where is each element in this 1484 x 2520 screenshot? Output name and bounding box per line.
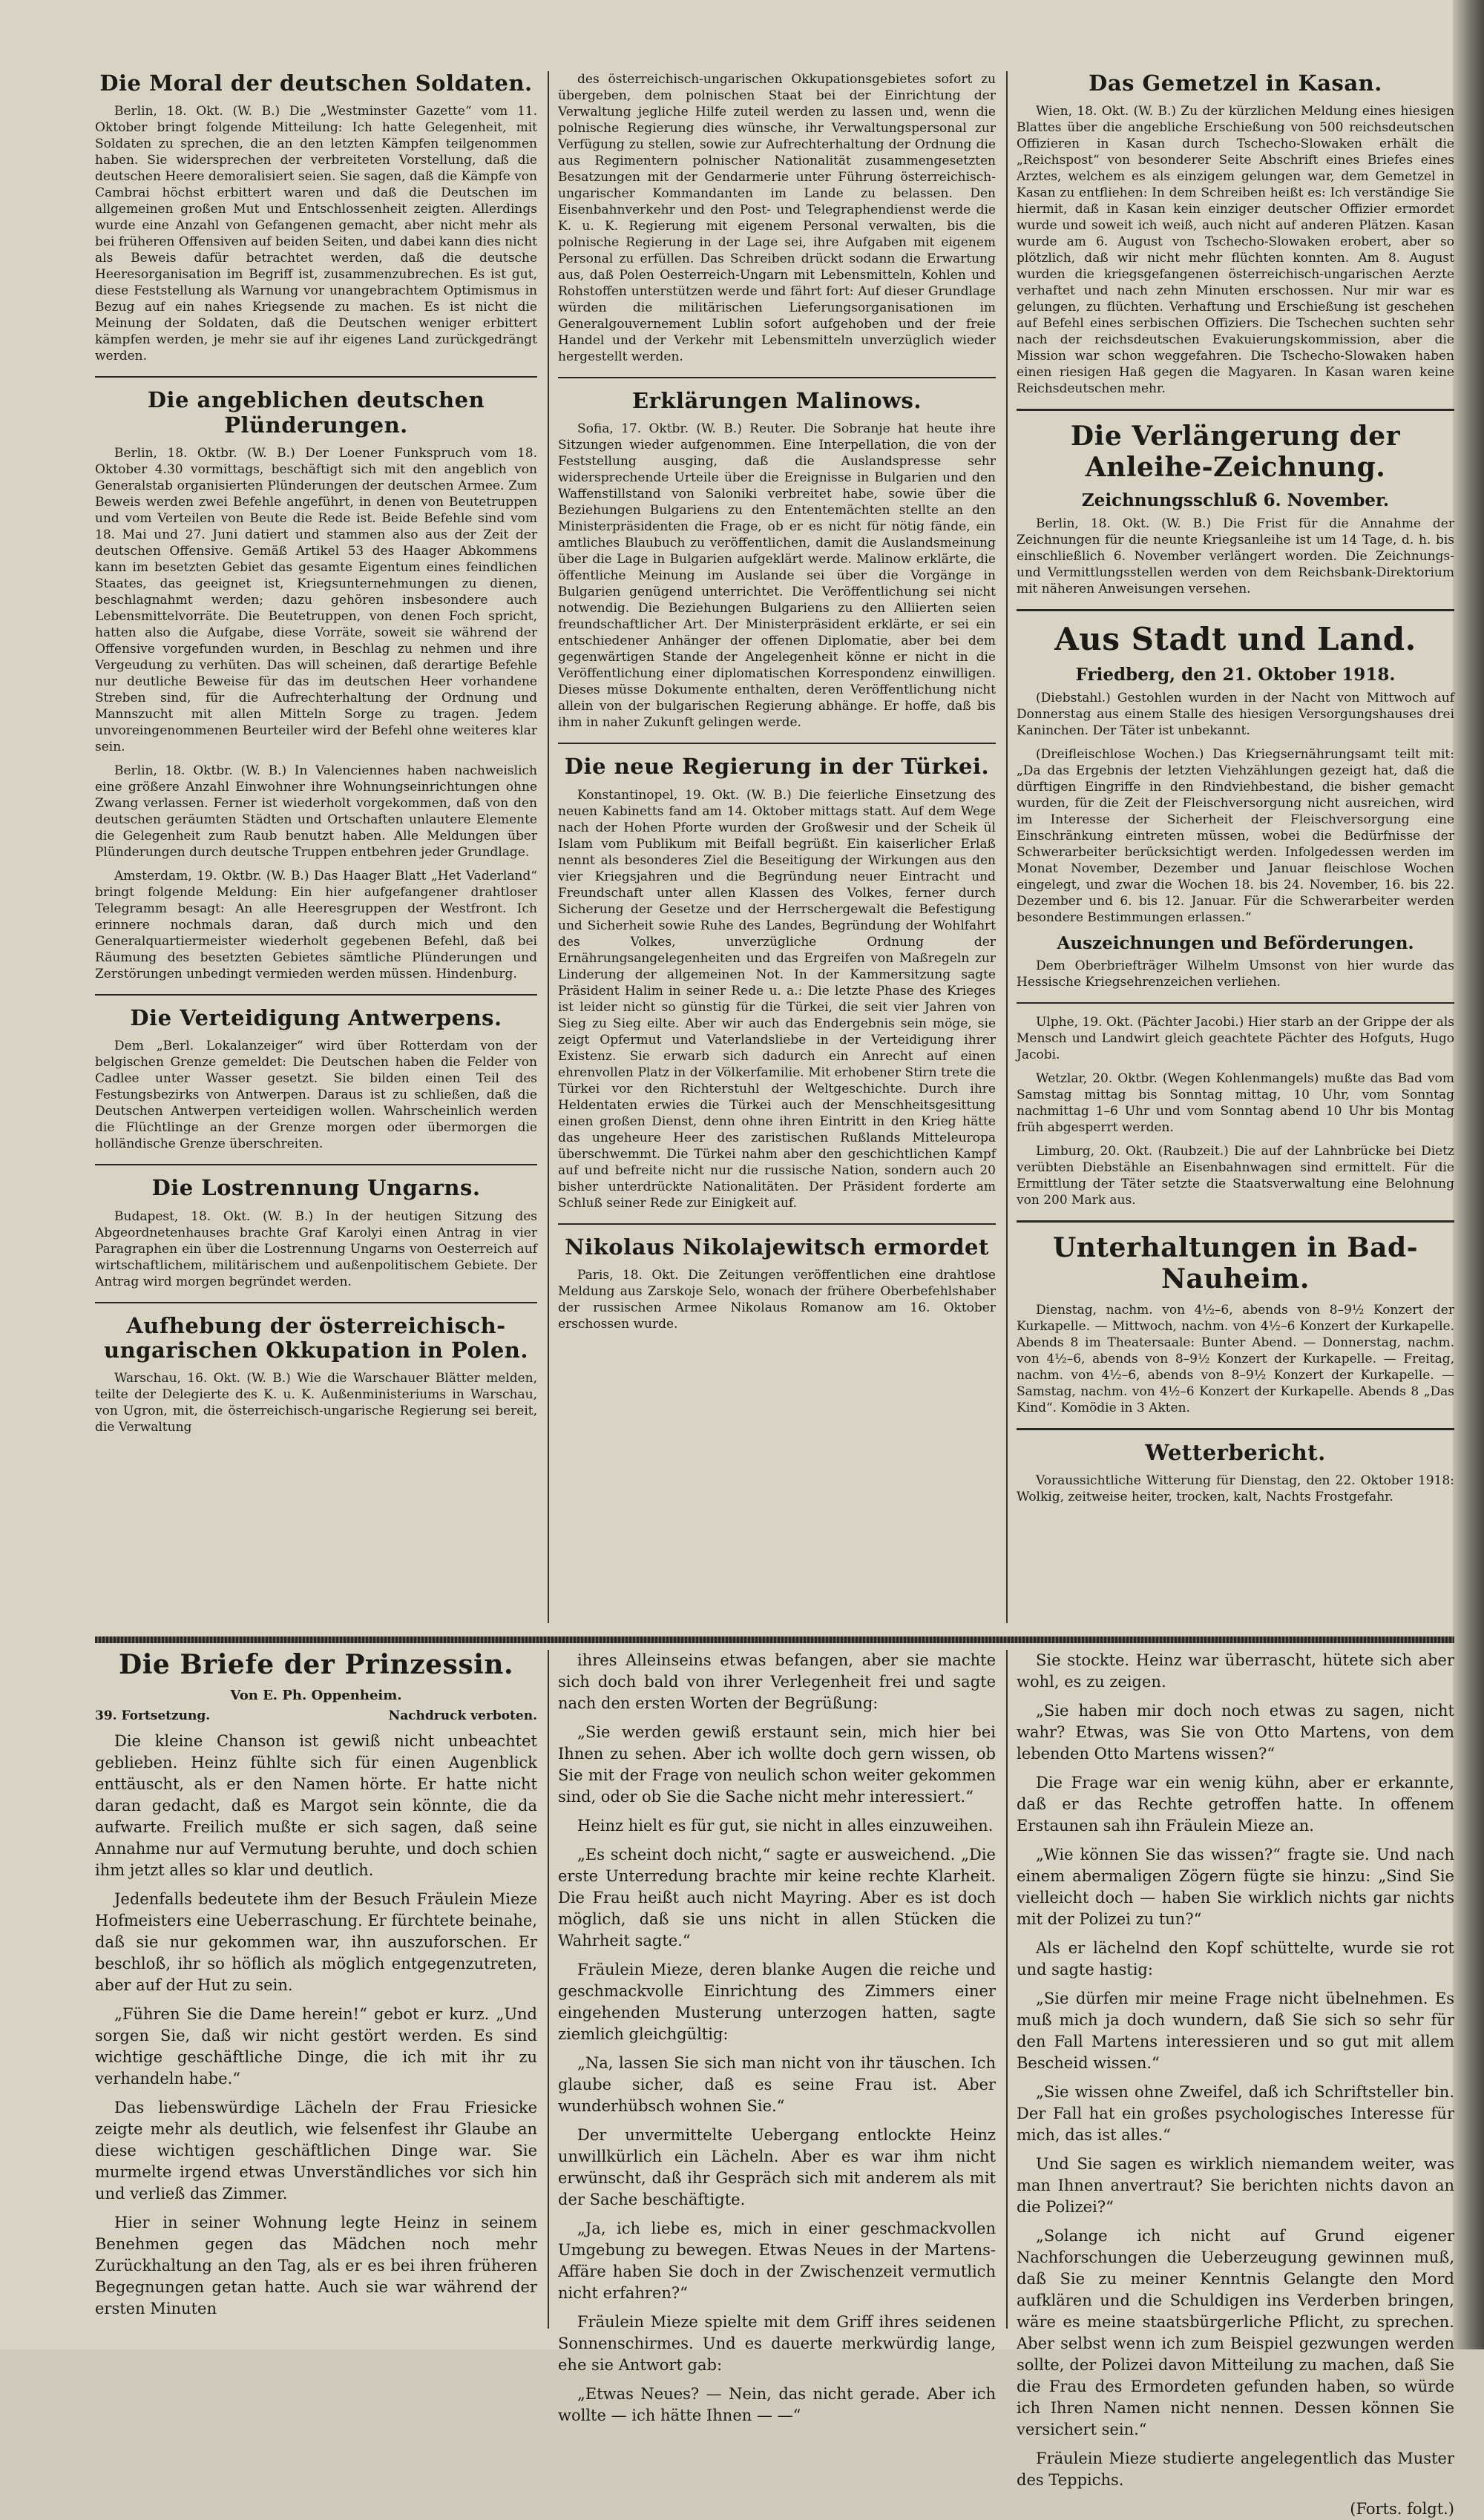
left-article-title: Aufhebung der österreichisch-ungarischen Okkupation in Polen.: [104, 1312, 528, 1363]
regional-news-item: Wetzlar, 20. Oktbr. (Wegen Kohlenmangels) mußte das Bad vom Samstag mittag bis Sonntag mittag, 10 Uhr, vom Sonntag nachmittag 1–6 Uhr und vom Sonntag abend 10 Uhr bis Montag früh abgesperrt werden.: [1017, 1071, 1454, 1136]
section-divider: [95, 1302, 537, 1303]
left-article-paragraph: Berlin, 18. Okt. (W. B.) Die „Westminster Gazette“ vom 11. Oktober bringt folgende Mitteilung: Ich hatte Gelegenheit, mit Soldaten zu sprechen, die an den letzten Kämpfen teilgenommen haben. Sie widersprechen der verbreiteten Vorstellung, daß die deutschen Heere demoralisiert seien. Sie sagen, daß die Kämpfe von Cambrai höchst erbittert waren und daß die Deutschen im allgemeinen großen Mut und Entschlossenheit zeigten. Allerdings wurde eine Anzahl von Gefangenen gemacht, aber nicht mehr als bei früheren Offensiven auf beiden Seiten, und dabei kann dies nicht als Beweis dafür betrachtet werden, daß die deutsche Heeresorganisation im Begriff ist, zusammenzubrechen. Es ist gut, diese Feststellung als Warnung vor unangebrachtem Optimismus in Bezug auf ein nahes Kriegsende zu machen. Es ist nicht die Meinung der Soldaten, daß die Deutschen weniger erbittert kämpfen werden, je mehr sie auf ihr eigenes Land zurückgedrängt werden.: [95, 104, 537, 364]
column-divider-feuilleton-left: [548, 1650, 549, 2329]
feuilleton-paragraph: Als er lächelnd den Kopf schüttelte, wurde sie rot und sagte hastig:: [1017, 1939, 1454, 1978]
section-divider: [95, 994, 537, 996]
section-divider: [558, 1223, 996, 1225]
feuilleton-paragraph: „Sie wissen ohne Zweifel, daß ich Schriftsteller bin. Der Fall hat ein großes psychologisches Interesse für mich, das ist alles.“: [1017, 2083, 1454, 2144]
middle-article-title: Die neue Regierung in der Türkei.: [564, 754, 990, 780]
section-divider: [1017, 1002, 1454, 1004]
section-divider: [1017, 609, 1454, 611]
feuilleton-paragraph: Sie stockte. Heinz war überrascht, hütete sich aber wohl, es zu zeigen.: [1017, 1651, 1454, 1691]
feuilleton-paragraph: Heinz hielt es für gut, sie nicht in alles einzuweihen.: [577, 1817, 994, 1835]
local-news-paragraph: (Dreifleischlose Wochen.) Das Kriegsernährungsamt teilt mit: „Da das Ergebnis der letzten Viehzählungen gezeigt hat, daß die dürftigen Eingriffe in den Rindviehbestand, die bisher gemacht wurden, für die Zeit der Fleischversorgung nicht ausreichen, wird im Interesse der Sicherheit der Fleischversorgung eine Einschränkung eintreten müssen, wobei die Bedürfnisse der Schwerarbeiter berücksichtigt werden. Infolgedessen werden im Monat November, Dezember und Januar fleischlose Wochen eingelegt, und zwar die Wochen 18. bis 24. November, 16. bis 22. Dezember und 6. bis 12. Januar. Für die Schwerarbeiter werden besondere Bestimmungen erlassen.“: [1017, 746, 1454, 925]
middle-article-paragraph: des österreichisch-ungarischen Okkupationsgebietes sofort zu übergeben, dem polnischen Staat bei der Einrichtung der Verwaltung jegliche Hilfe zuteil werden zu lassen und, wenn die polnische Regierung dies wünsche, ihr Verwaltungspersonal zur Verfügung zu stellen, sowie zur Aufrechterhaltung der Ordnung die aus Regimentern polnischer Nationalität zusammengesetzten Besatzungen mit der Gendarmerie unter Führung österreichisch-ungarischer Kommandanten im Lande zu belassen. Den Eisenbahnverkehr und den Post- und Telegraphendienst werde die K. u. K. Regierung mit eigenem Personal verwalten, bis die polnische Regierung in der Lage sei, ihre Aufgaben mit eigenem Personal zu erfüllen. Das Schreiben drückt sodann die Erwartung aus, daß Polen Oesterreich-Ungarn mit Lebensmitteln, Kohlen und Rohstoffen unterstützen werde und fährt fort: Auf dieser Grundlage würden die militärischen Lieferungsorganisationen im Generalgouvernement Lublin sofort aufgehoben und der freie Handel und der Verkehr mit Lebensmitteln unverzüglich wieder hergestellt werden.: [558, 72, 996, 364]
dateline-friedberg: Friedberg, den 21. Oktober 1918.: [1075, 665, 1396, 685]
entertainment-program: Dienstag, nachm. von 4½–6, abends von 8–9½ Konzert der Kurkapelle. — Mittwoch, nachm. von 4½–6 Konzert der Kurkapelle. Abends 8 im Theatersaale: Bunter Abend. — Donnerstag, nachm. von 4½–6, abends von 8–9½ Konzert der Kurkapelle. — Freitag, nachm. von 4½–6, abends von 8–9½ Konzert der Kurkapelle. — Samstag, nachm. von 4½–6 Konzert der Kurkapelle. Abends 8 „Das Kind“. Komödie in 3 Akten.: [1017, 1302, 1454, 1415]
article-body-gemetzel: Wien, 18. Okt. (W. B.) Zu der kürzlichen Meldung eines hiesigen Blattes über die angebliche Erschießung von 500 reichsdeutschen Offizieren in Kasan durch Tschecho-Slowaken erhält die „Reichspost“ von besonderer Seite Abschrift eines Briefes eines Arztes, welchem es als einzigem gelungen war, dem Gemetzel in Kasan zu entfliehen: In dem Schreiben heißt es: Ich verständige Sie hiermit, daß in Kasan kein einziger deutscher Offizier ermordet wurde und soweit ich weiß, auch nicht auf anderen Plätzen. Kasan wurde am 6. August von Tschecho-Slowaken erobert, aber so plötzlich, daß wir nicht mehr flüchten konnten. Am 8. August wurden die kriegsgefangenen österreichisch-ungarischen Aerzte verhaftet und nach zehn Minuten erschossen. Nur mir war es gelungen, zu flüchten. Verhaftung und Erschießung ist geschehen auf Befehl eines serbischen Offiziers. Die Tschechen suchten sehr nach der reichsdeutschen Evakuierungskommission, aber die Mission war schon weggefahren. Die Tschecho-Slowaken haben einen riesigen Haß gegen die Magyaren. In Kasan waren keine Reichsdeutschen mehr.: [1017, 104, 1454, 397]
section-title-unterhaltungen: Unterhaltungen in Bad-Nauheim.: [1052, 1232, 1419, 1294]
feuilleton-author: Von E. Ph. Oppenheim.: [230, 1688, 402, 1704]
left-article-paragraph: Dem „Berl. Lokalanzeiger“ wird über Rotterdam von der belgischen Grenze gemeldet: Die Deutschen haben die Felder von Cadlee unter Wasser gesetzt. Sie bilden einen Teil des Festungsbezirks von Antwerpen. Daraus ist zu schließen, daß die Deutschen Antwerpen verteidigen wollen. Wahrscheinlich werden die Flüchtlinge an der Grenze morgen oder übermorgen die holländische Grenze überschreiten.: [95, 1039, 537, 1152]
feuilleton-paragraph: Fräulein Mieze studierte angelegentlich das Muster des Teppichs.: [1017, 2450, 1454, 2489]
subhead-auszeichnungen: Auszeichnungen und Beförderungen.: [1057, 932, 1414, 953]
middle-article-title: Nikolaus Nikolajewitsch ermordet: [565, 1234, 989, 1260]
feuilleton-paragraph: Hier in seiner Wohnung legte Heinz in seinem Benehmen gegen das Mädchen noch mehr Zurückhaltung an den Tag, als er es bei ihren früheren Begegnungen getan hatte. Auch sie war während der ersten Minuten: [95, 2213, 537, 2317]
feuilleton-paragraph: Der unvermittelte Uebergang entlockte Heinz unwillkürlich ein Lächeln. Aber es war ihm nicht erwünscht, daß ihr Gespräch sich mit anderem als mit der Sache beschäftigte.: [558, 2126, 996, 2208]
feuilleton-column-1: [95, 1650, 537, 2329]
left-article-title: Die Verteidigung Antwerpens.: [130, 1005, 502, 1031]
feuilleton-text-3: [1017, 1650, 1454, 2491]
local-news-paragraphs: [1017, 690, 1454, 926]
award-notice: Dem Oberbriefträger Wilhelm Umsonst von hier wurde das Hessische Kriegsehrenzeichen verliehen.: [1017, 958, 1454, 990]
section-divider: [1017, 409, 1454, 411]
feuilleton-installment: 39. Fortsetzung.: [95, 1708, 211, 1723]
section-divider: [1017, 1428, 1454, 1430]
right-news-column: [1017, 71, 1454, 1623]
feuilleton-paragraph: „Es scheint doch nicht,“ sagte er ausweichend. „Die erste Unterredung brachte mir keine rechte Klarheit. Die Frau heißt auch nicht Mayring. Aber es ist doch möglich, daß sie uns nicht in allen Stücken die Wahrheit sagte.“: [558, 1846, 996, 1950]
section-divider: [558, 377, 996, 378]
feuilleton-paragraph: „Na, lassen Sie sich man nicht von ihr täuschen. Ich glaube sicher, daß es seine Frau ist. Aber wunderhübsch wohnen Sie.“: [558, 2054, 996, 2115]
section-title-wetter: Wetterbericht.: [1145, 1439, 1326, 1465]
left-article-paragraph: Berlin, 18. Oktbr. (W. B.) In Valenciennes haben nachweislich eine größere Anzahl Einwohner ihre Wohnungseinrichtungen ohne Zwang verlassen. Ferner ist wiederholt vorgekommen, daß von den deutschen geräumten Städten und Ortschaften unlautere Elemente die Gelegenheit zum Raub benutzt haben. Alle Meldungen über Plünderungen durch deutsche Truppen entbehren jeder Grundlage.: [95, 763, 537, 861]
feuilleton-column-2: [558, 1650, 996, 2424]
feuilleton-divider: [95, 1636, 1454, 1643]
section-divider: [95, 1164, 537, 1165]
feuilleton-paragraph: „Führen Sie die Dame herein!“ gebot er kurz. „Und sorgen Sie, daß wir nicht gestört werden. Es sind wichtige geschäftliche Dinge, die ich mit ihr zu verhandeln habe.“: [95, 2004, 537, 2088]
feuilleton-paragraph: „Etwas Neues? — Nein, das nicht gerade. Aber ich wollte — ich hätte Ihnen — —“: [558, 2385, 996, 2424]
middle-article-title: Erklärungen Malinows.: [632, 388, 922, 413]
feuilleton-title: Die Briefe der Prinzessin.: [119, 1649, 513, 1680]
feuilleton-paragraph: „Sie dürfen mir meine Frage nicht übelnehmen. Es muß mich ja doch wundern, daß Sie sich so sehr für den Fall Martens interessieren und so gut mit allem Bescheid wissen.“: [1017, 1990, 1454, 2072]
section-divider: [558, 743, 996, 744]
feuilleton-paragraph: „Sie werden gewiß erstaunt sein, mich hier bei Ihnen zu sehen. Aber ich wollte doch gern wissen, ob Sie mit der Frage von neulich schon weiter gekommen sind, oder ob Sie die Sache nicht mehr interessiert.“: [558, 1723, 996, 1806]
feuilleton-paragraph: „Sie haben mir doch noch etwas zu sagen, nicht wahr? Etwas, was Sie von Otto Martens, von dem lebenden Otto Martens wissen?“: [1017, 1702, 1454, 1763]
left-article-paragraph: Berlin, 18. Oktbr. (W. B.) Der Loener Funkspruch vom 18. Oktober 4.30 vormittags, beschäftigt sich mit den angeblich von Generalstab organisierten Plünderungen der deutschen Armee. Zum Beweis werden zwei Befehle angeführt, in denen von Beutetruppen und vom Verteilen von Beute die Rede ist. Beide Befehle sind vom 18. Mai und 27. Juni datiert und stammen also aus der Zeit der deutschen Offensive. Gemäß Artikel 53 des Haager Abkommens kann im besetzten Gebiet das gesamte Eigentum eines feindlichen Staates, das geeignet ist, Kriegsunternehmungen zu dienen, beschlagnahmt werden; dazu gehören insbesondere auch Lebensmittelvorräte. Die Beutetruppen, von denen Foch spricht, hatten also die Aufgabe, diese Vorräte, soweit sie während der Offensive vorgefunden wurden, in Beschlag zu nehmen und ihre Vergeudung zu verhüten. Das will scheinen, daß derartige Befehle nur deutliche Beweise für das im deutschen Heer vorhandene Streben sind, für die Aufrechterhaltung der Ordnung und Mannszucht mit allen Mitteln Sorge zu tragen. Jedem unvoreingenommenen Beurteiler wird der Befehl ohne weiteres klar sein.: [95, 446, 537, 755]
feuilleton-paragraph: Das liebenswürdige Lächeln der Frau Friesicke zeigte mehr als deutlich, wie felsenfest ihr Glaube an diese wichtigen geschäftlichen Dinge war. Sie murmelte irgend etwas Unverständliches vor sich hin und verließ das Zimmer.: [95, 2098, 537, 2202]
left-article-paragraph: Amsterdam, 19. Oktbr. (W. B.) Das Haager Blatt „Het Vaderland“ bringt folgende Meldung: Ein hier aufgefangener drahtloser Telegramm besagt: An alle Heeresgruppen der Westfront. Ich erinnere nochmals daran, daß durch mich und den Generalquartiermeister wiederholt gegebenen Befehl, daß bei Räumung des besetzten Gebietes sämtliche Plünderungen und Zerstörungen unbedingt vermieden werden müssen. Hindenburg.: [95, 869, 537, 982]
section-title-stadt-land: Aus Stadt und Land.: [1054, 620, 1416, 657]
section-divider: [95, 376, 537, 378]
feuilleton-paragraph: Fräulein Mieze, deren blanke Augen die reiche und geschmackvolle Einrichtung des Zimmers einer eingehenden Musterung unterzogen hatten, sagte ziemlich gleichgültig:: [558, 1961, 996, 2043]
local-news-paragraph: (Diebstahl.) Gestohlen wurden in der Nacht von Mittwoch auf Donnerstag aus einem Stalle des hiesigen Versorgungshauses drei Kaninchen. Der Täter ist unbekannt.: [1017, 690, 1454, 738]
feuilleton-paragraph: Fräulein Mieze spielte mit dem Griff ihres seidenen Sonnenschirmes. Und es dauerte merkwürdig lange, ehe sie Antwort gab:: [558, 2313, 996, 2374]
column-divider-right: [1006, 71, 1008, 1623]
left-article-paragraph: Warschau, 16. Okt. (W. B.) Wie die Warschauer Blätter melden, teilte der Delegierte des K. u. K. Außenministeriums in Warschau, von Ugron, mit, die österreichisch-ungarische Regierung sei bereit, die Verwaltung: [95, 1371, 537, 1435]
left-article-title: Die Lostrennung Ungarns.: [151, 1175, 481, 1201]
section-divider: [1017, 1220, 1454, 1223]
article-title-gemetzel: Das Gemetzel in Kasan.: [1089, 70, 1382, 96]
page-spine-shadow: [1453, 0, 1484, 2349]
article-title-anleihe: Die Verlängerung der Anleihe-Zeichnung.: [1070, 421, 1401, 483]
feuilleton-paragraph: „Ja, ich liebe es, mich in einer geschmackvollen Umgebung zu bewegen. Etwas Neues in der Martens-Affäre haben Sie doch in der Zwischenzeit vermutlich nicht erfahren?“: [558, 2220, 996, 2302]
middle-article-paragraph: Paris, 18. Okt. Die Zeitungen veröffentlichen eine drahtlose Meldung aus Zarskoje Selo, wonach der frühere Oberbefehlshaber der russischen Armee Nikolaus Romanow am 16. Oktober erschossen wurde.: [558, 1268, 996, 1332]
column-divider-left: [548, 71, 549, 1623]
left-article-title: Die angeblichen deutschen Plünderungen.: [147, 387, 485, 438]
left-news-column: [95, 71, 537, 1623]
feuilleton-continued: (Forts. folgt.): [1350, 2500, 1454, 2518]
middle-article-paragraph: Sofia, 17. Oktbr. (W. B.) Reuter. Die Sobranje hat heute ihre Sitzungen wieder aufgenommen. Eine Interpellation, die von der Feststellung ausging, daß die Auslandspresse sehr widersprechende Urteile über die Ereignisse in Bulgarien und den Waffenstillstand von Saloniki verbreitet habe, sowie über die Beziehungen Bulgariens zu den Ententemächten stellte an den Ministerpräsidenten die Frage, ob er es nicht für nötig fände, ein amtliches Blaubuch zu veröffentlichen, damit die Auslandsmeinung über die Lage in Bulgarien aufgeklärt werde. Malinow erklärte, die öffentliche Meinung im Auslande sei über die Vorgänge in Bulgarien genügend unterrichtet. Die Veröffentlichung sei nicht notwendig. Die Beziehungen Bulgariens zu den Alliierten seien freundschaftlicher Art. Der Ministerpräsident erklärte, er sei ein entschiedener Anhänger der offenen Diplomatie, aber bei dem gegenwärtigen Stande der Angelegenheit könne er nicht in die Veröffentlichung einer diplomatischen Korrespondenz einwilligen. Dieses müsse Dokumente enthalten, deren Veröffentlichung nicht allein von der bulgarischen Regierung abhänge. Er hoffe, daß bis ihm in naher Zukunft gelingen werde.: [558, 421, 996, 731]
left-article-paragraph: Budapest, 18. Okt. (W. B.) In der heutigen Sitzung des Abgeordnetenhauses brachte Graf Karolyi einen Antrag in vier Paragraphen ein über die Lostrennung Ungarns von Oesterreich auf wirtschaftlichem, militärischem und außenpolitischem Gebiete. Der Antrag wird morgen begründet werden.: [95, 1208, 537, 1289]
feuilleton-text-1: [95, 1731, 537, 2320]
regional-news-item: Ulphe, 19. Okt. (Pächter Jacobi.) Hier starb an der Grippe der als Mensch und Landwirt gleich geachtete Pächter des Hofguts, Hugo Jacobi.: [1017, 1015, 1454, 1063]
feuilleton-paragraph: Jedenfalls bedeutete ihm der Besuch Fräulein Mieze Hofmeisters eine Ueberraschung. Er fürchtete beinahe, daß sie nur gekommen war, ihn auszuforschen. Er beschloß, ihr so höflich als möglich entgegenzutreten, aber auf der Hut zu sein.: [95, 1889, 537, 1994]
middle-article-paragraph: Konstantinopel, 19. Okt. (W. B.) Die feierliche Einsetzung des neuen Kabinetts fand am 14. Oktober mittags statt. Auf dem Wege nach der Hohen Pforte wurden der Großwesir und der Scheik ül Islam vom Publikum mit Beifall begrüßt. Ein kaiserlicher Erlaß nennt als besonderes Ziel die Beseitigung der Wirkungen aus den vier Kriegsjahren und die Begründung neuer Eintracht und Freundschaft unter allen Klassen des Volkes, ferner durch Sicherung der Gesetze und der Herrschergewalt die Befestigung und Sicherheit sowie Ruhe des Landes, Begründung der Wohlfahrt des Volkes, unverzügliche Ordnung der Ernährungsangelegenheiten und das Ergreifen von Maßregeln zur Linderung der allgemeinen Not. In der Kammersitzung sagte Präsident Halim in seiner Rede u. a.: Die letzte Phase des Krieges ist leider nicht so günstig für die Türkei, die seit vier Jahren von Sieg zu Sieg eilte. Aber wir auch das Endergebnis sein möge, sie zeigt Opfermut und Vaterlandsliebe in der Verteidigung ihrer Existenz. Sie erwarb sich dadurch ein Anrecht auf einen ehrenvollen Platz in der Völkerfamilie. Mit erhobener Stirn trete die Türkei vor den Richterstuhl der Weltgeschichte. Durch ihre Heldentaten erwies die Türkei auch der Menschheitsgesittung einen großen Dienst, denn ohne ihren Eintritt in den Krieg hätte das ungeheure Heer des zaristischen Rußlands Mitteleuropa überschwemmt. Die Türkei nahm aber den geschichtlichen Kampf auf und befreite nicht nur die russische Nation, sondern auch 20 bisher unterdrückte Nationalitäten. Der Präsident forderte am Schluß seiner Rede zur Einigkeit auf.: [558, 787, 996, 1211]
feuilleton-paragraph: ihres Alleinseins etwas befangen, aber sie machte sich doch bald von ihrer Verlegenheit frei und sagte nach den ersten Worten der Begrüßung:: [558, 1651, 996, 1712]
left-article-title: Die Moral der deutschen Soldaten.: [99, 70, 533, 96]
article-body-anleihe: Berlin, 18. Okt. (W. B.) Die Frist für die Annahme der Zeichnungen für die neunte Kriegsanleihe ist um 14 Tage, d. h. bis einschließlich 6. November verlängert worden. Die Zeichnungs- und Vermittlungsstellen werden von dem Reichsbank-Direktorium mit näheren Anweisungen versehen.: [1017, 516, 1454, 596]
feuilleton-header-row: [95, 1708, 537, 1723]
feuilleton-column-3: [1017, 1650, 1454, 2518]
feuilleton-reprint-notice: Nachdruck verboten.: [388, 1708, 537, 1723]
feuilleton-paragraph: Die kleine Chanson ist gewiß nicht unbeachtet geblieben. Heinz fühlte sich für einen Augenblick enttäuscht, als er den Namen hörte. Er hatte nicht daran gedacht, daß es Margot sein könnte, die da aufwarte. Freilich mußte er sich sagen, daß seine Annahme nur auf Vermutung beruhte, und doch schien ihm jetzt alles so klar und deutlich.: [95, 1731, 537, 1879]
feuilleton-paragraph: „Solange ich nicht auf Grund eigener Nachforschungen die Ueberzeugung gewinnen muß, daß Sie zu meiner Kenntnis Gelangte den Mord aufklären und die Schuldigen ins Verderben bringen, wäre es meine staatsbürgerliche Pflicht, zu sprechen. Aber selbst wenn ich zum Beispiel gezwungen werden sollte, der Polizei davon Mitteilung zu machen, daß Sie die Frau des Ermordeten gefunden haben, so würde ich Ihren Namen nicht nennen. Dessen können Sie versichert sein.“: [1017, 2227, 1454, 2438]
regional-news-items: [1017, 1014, 1454, 1208]
feuilleton-paragraph: Und Sie sagen es wirklich niemandem weiter, was man Ihnen anvertraut? Sie berichten nichts davon an die Polizei?“: [1017, 2155, 1454, 2216]
feuilleton-paragraph: Die Frage war ein wenig kühn, aber er erkannte, daß er das Rechte getroffen hatte. In offenem Erstaunen sah ihn Fräulein Mieze an.: [1017, 1774, 1454, 1835]
feuilleton-paragraph: „Wie können Sie das wissen?“ fragte sie. Und nach einem abermaligen Zögern fügte sie hinzu: „Sind Sie vielleicht doch — haben Sie wirklich nichts gar nichts mit der Polizei zu tun?“: [1017, 1846, 1454, 1928]
column-divider-feuilleton-right: [1006, 1650, 1008, 2329]
article-subtitle-anleihe: Zeichnungsschluß 6. November.: [1081, 490, 1390, 511]
weather-report: Voraussichtliche Witterung für Dienstag, den 22. Oktober 1918: Wolkig, zeitweise heiter, trocken, kalt, Nachts Frostgefahr.: [1017, 1473, 1454, 1505]
middle-news-column: [558, 71, 996, 1623]
regional-news-item: Limburg, 20. Okt. (Raubzeit.) Die auf der Lahnbrücke bei Dietz verübten Diebstähle an Eisenbahnwagen sind ermittelt. Für die Ermittlung der Täter setzte die Staatsverwaltung eine Belohnung von 200 Mark aus.: [1017, 1144, 1454, 1208]
